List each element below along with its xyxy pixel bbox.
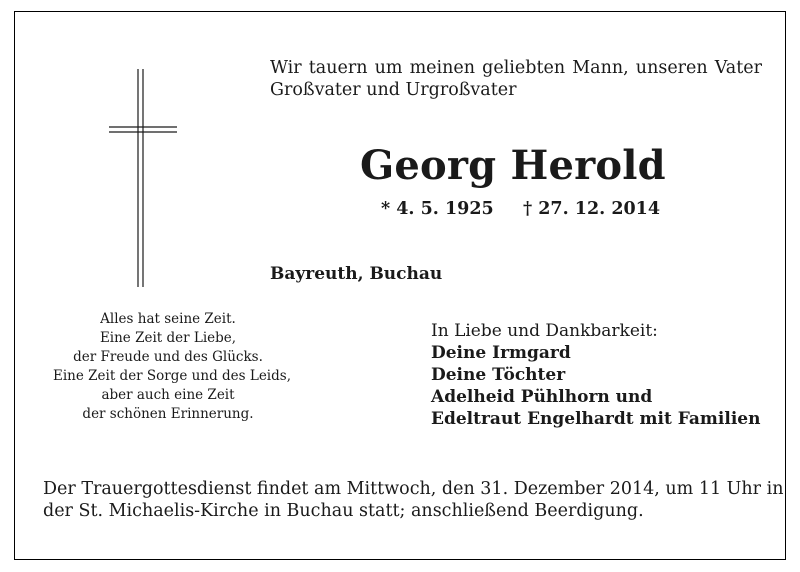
mourner-name: Adelheid Pühlhorn und: [431, 387, 653, 407]
deceased-name: Georg Herold: [360, 142, 666, 189]
birth-date: * 4. 5. 1925: [381, 199, 494, 219]
intro-line-2: Großvater und Urgroßvater: [270, 80, 517, 100]
service-line-1: Der Trauergottesdienst findet am Mittwoch, den 31. Dezember 2014, um 11 Uhr in: [43, 479, 784, 499]
memorial-verse: [53, 310, 291, 424]
obituary-notice: [14, 11, 786, 560]
verse-line: Eine Zeit der Sorge und des Leids,: [53, 368, 291, 384]
verse-line: der Freude und des Glücks.: [73, 349, 263, 365]
service-announcement: [43, 478, 783, 522]
intro-line-1: Wir tauern um meinen geliebten Mann, unseren Vater: [270, 58, 762, 78]
mourner-name: Deine Töchter: [431, 365, 566, 385]
verse-line: Eine Zeit der Liebe,: [99, 330, 237, 346]
death-date: † 27. 12. 2014: [523, 199, 661, 219]
verse-line: der schönen Erinnerung.: [82, 406, 254, 422]
service-line-2: der St. Michaelis-Kirche in Buchau statt; anschließend Beerdigung.: [43, 501, 644, 521]
intro-text: [270, 57, 762, 101]
mourner-name: Deine Irmgard: [431, 343, 571, 363]
verse-line: Alles hat seine Zeit.: [100, 311, 236, 327]
verse-line: aber auch eine Zeit: [101, 387, 235, 403]
cross-icon: [107, 67, 179, 289]
mourners-block: [431, 320, 760, 430]
mourner-name: Edeltraut Engelhardt mit Familien: [431, 409, 761, 429]
mourners-heading: In Liebe und Dankbarkeit:: [431, 321, 658, 341]
residence-place: Bayreuth, Buchau: [270, 264, 443, 284]
